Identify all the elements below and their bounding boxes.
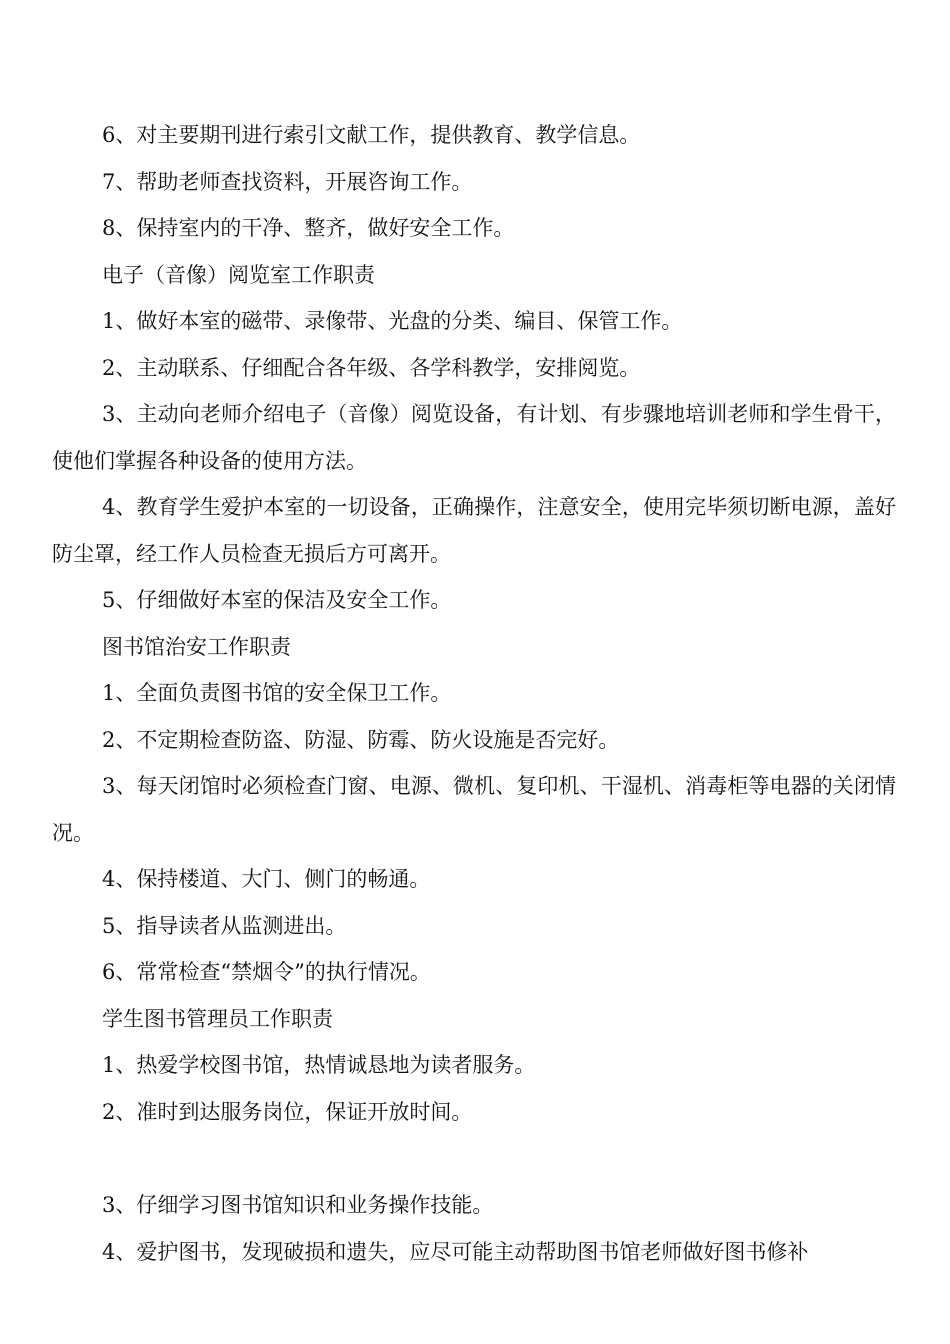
paragraph: 2、主动联系、仔细配合各年级、各学科教学，安排阅览。 (102, 355, 641, 380)
paragraph: 3、仔细学习图书馆知识和业务操作技能。 (102, 1193, 494, 1217)
paragraph: 5、仔细做好本室的保洁及安全工作。 (102, 588, 452, 612)
paragraph: 1、全面负责图书馆的安全保卫工作。 (102, 681, 452, 705)
section-heading: 学生图书管理员工作职责 (102, 1006, 333, 1031)
paragraph: 3、主动向老师介绍电子（音像）阅览设备，有计划、有步骤地培训老师和学生骨干，使他们掌握各种设备的使用方法。 (52, 402, 896, 473)
paragraph: 3、每天闭馆时必须检查门窗、电源、微机、复印机、干湿机、消毒柜等电器的关闭情况。 (52, 774, 896, 845)
document-page (52, 112, 896, 1275)
section-heading: 图书馆治安工作职责 (102, 634, 291, 659)
page-gap (52, 1135, 896, 1182)
paragraph: 6、对主要期刊进行索引文献工作，提供教育、教学信息。 (102, 123, 641, 147)
paragraph: 2、不定期检查防盗、防湿、防霉、防火设施是否完好。 (102, 727, 620, 752)
paragraph: 2、准时到达服务岗位，保证开放时间。 (102, 1099, 473, 1124)
paragraph: 4、保持楼道、大门、侧门的畅通。 (102, 867, 431, 891)
paragraph: 8、保持室内的干净、整齐，做好安全工作。 (102, 216, 515, 240)
paragraph: 1、热爱学校图书馆，热情诚恳地为读者服务。 (102, 1053, 536, 1077)
paragraph: 5、指导读者从监测进出。 (102, 913, 347, 938)
paragraph: 7、帮助老师查找资料，开展咨询工作。 (102, 169, 473, 194)
paragraph: 6、常常检查“禁烟令”的执行情况。 (102, 960, 431, 984)
paragraph: 4、教育学生爱护本室的一切设备，正确操作，注意安全，使用完毕须切断电源，盖好防尘罩，经工作人员检查无损后方可离开。 (52, 495, 896, 566)
section-heading: 电子（音像）阅览室工作职责 (102, 262, 375, 287)
paragraph: 4、爱护图书，发现破损和遗失，应尽可能主动帮助图书馆老师做好图书修补 (102, 1239, 809, 1264)
paragraph: 1、做好本室的磁带、录像带、光盘的分类、编目、保管工作。 (102, 309, 683, 333)
